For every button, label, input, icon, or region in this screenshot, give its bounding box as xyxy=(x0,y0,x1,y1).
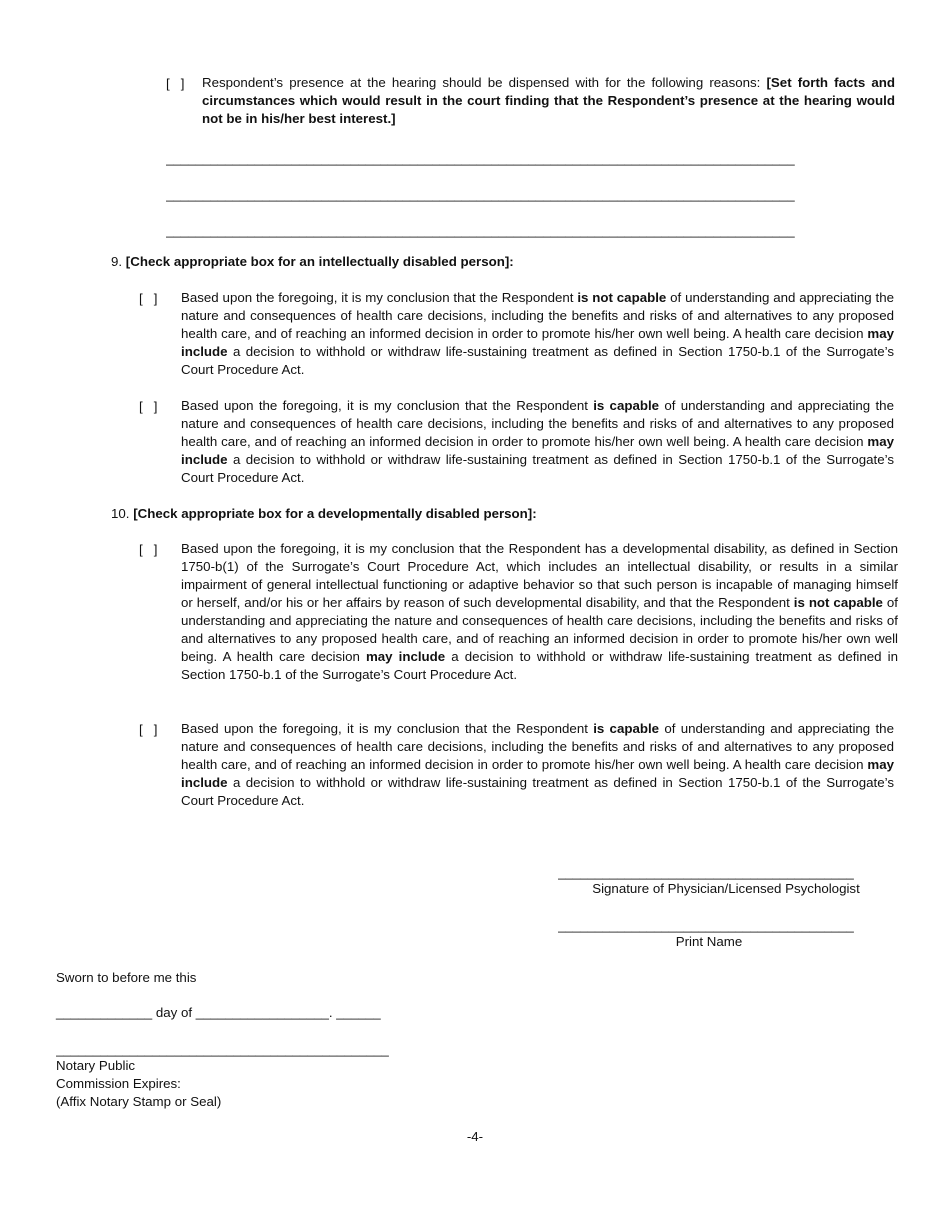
reason-line-2[interactable]: _____________________________________________________________________________________ xyxy=(166,188,795,202)
notary-public-label: Notary Public xyxy=(56,1058,136,1073)
dispense-presence-instruction: [Set forth facts and circumstances which would result in the court finding that the Respondent’s presence at the hearing would not be in his/her best interest.] xyxy=(202,75,895,126)
text-part: of understanding and appreciating the nature and consequences of health care decisions, including the benefits and risks of and alternatives to any proposed health care, and of reaching an informed decision in order to promote his/her own well being. A health care decision xyxy=(181,721,894,772)
signature-line[interactable]: ________________________________________ xyxy=(558,866,854,880)
print-name-line[interactable]: ________________________________________ xyxy=(558,919,854,933)
section-9-instruction: [Check appropriate box for an intellectually disabled person]: xyxy=(125,254,514,269)
checkbox-9-capable[interactable]: [ ] xyxy=(139,399,158,414)
checkbox-10-capable[interactable]: [ ] xyxy=(139,722,158,737)
emphasis-not-capable: is not capable xyxy=(793,595,883,610)
signature-label: Signature of Physician/Licensed Psychologist xyxy=(592,881,860,896)
section-10-heading xyxy=(111,506,537,521)
year-blank[interactable]: ______ xyxy=(336,1005,381,1020)
checkbox-9-not-capable[interactable]: [ ] xyxy=(139,291,158,306)
commission-expires-label: Commission Expires: xyxy=(56,1076,181,1091)
dispense-presence-reason: Respondent’s presence at the hearing should be dispensed with for the following reasons: xyxy=(202,75,767,90)
dispense-presence-text xyxy=(202,74,895,128)
day-blank[interactable]: _____________ xyxy=(56,1005,153,1020)
sworn-text: Sworn to before me this xyxy=(56,970,197,985)
checkbox-dispense-presence[interactable]: [ ] xyxy=(166,76,185,91)
reason-line-1[interactable]: _____________________________________________________________________________________ xyxy=(166,152,795,166)
text-part: a decision to withhold or withdraw life-sustaining treatment as defined in Section 1750-b.1 of the Surrogate’s Court Procedure Act. xyxy=(181,775,894,808)
emphasis-may-include: may include xyxy=(181,434,894,467)
page-number: -4- xyxy=(466,1129,484,1144)
notary-seal-label: (Affix Notary Stamp or Seal) xyxy=(56,1094,222,1109)
text-part: of understanding and appreciating the nature and consequences of health care decisions, including the benefits and risks of and alternatives to any proposed health care, and of reaching an informed decision in order to promote his/her own well being. A health care decision xyxy=(181,595,898,664)
emphasis-may-include: may include xyxy=(365,649,446,664)
text-part: a decision to withhold or withdraw life-sustaining treatment as defined in Section 1750-b.1 of the Surrogate’s Court Procedure Act. xyxy=(181,452,894,485)
text-part: of understanding and appreciating the nature and consequences of health care decisions, including the benefits and risks of and alternatives to any proposed health care, and of reaching an informed decision in order to promote his/her own well being. A health care decision xyxy=(181,290,894,341)
text-part: Based upon the foregoing, it is my conclusion that the Respondent has a developmental disability, as defined in Section 1750-b(1) of the Surrogate’s Court Procedure Act, which includes an intellectual disability, or results in a similar impairment of general intellectual functioning or adaptive behavior so that such person is incapable of managing himself or herself, and/or his or her affairs by reason of such developmental disability, and that the Respondent xyxy=(181,541,898,610)
section-9-option-capable xyxy=(181,397,894,487)
emphasis-capable: is capable xyxy=(593,398,660,413)
notary-signature-line[interactable]: _____________________________________________ xyxy=(56,1043,389,1057)
section-10-option-capable xyxy=(181,720,894,810)
month-blank[interactable]: __________________ xyxy=(195,1005,329,1020)
text-part: Based upon the foregoing, it is my conclusion that the Respondent xyxy=(181,290,578,305)
day-of-text: day of xyxy=(152,1005,196,1020)
section-9-number: 9. xyxy=(111,254,123,269)
text-part: of understanding and appreciating the nature and consequences of health care decisions, including the benefits and risks of and alternatives to any proposed health care, and of reaching an informed decision in order to promote his/her own well being. A health care decision xyxy=(181,398,894,449)
emphasis-may-include: may include xyxy=(181,757,894,790)
text-part: a decision to withhold or withdraw life-sustaining treatment as defined in Section 1750-b.1 of the Surrogate’s Court Procedure Act. xyxy=(181,344,894,377)
section-9-heading xyxy=(111,254,514,269)
print-name-label: Print Name xyxy=(675,934,743,949)
text-part: a decision to withhold or withdraw life-sustaining treatment as defined in Section 1750-b.1 of the Surrogate’s Court Procedure Act. xyxy=(181,649,898,682)
checkbox-10-not-capable[interactable]: [ ] xyxy=(139,542,158,557)
section-9-option-not-capable xyxy=(181,289,894,379)
section-10-instruction: [Check appropriate box for a developmentally disabled person]: xyxy=(133,506,537,521)
emphasis-not-capable: is not capable xyxy=(577,290,667,305)
emphasis-may-include: may include xyxy=(181,326,894,359)
date-separator: . xyxy=(328,1005,337,1020)
section-10-option-not-capable xyxy=(181,540,898,684)
reason-line-3[interactable]: _____________________________________________________________________________________ xyxy=(166,224,795,238)
text-part: Based upon the foregoing, it is my conclusion that the Respondent xyxy=(181,398,594,413)
text-part: Based upon the foregoing, it is my conclusion that the Respondent xyxy=(181,721,594,736)
date-line xyxy=(56,1005,381,1020)
emphasis-capable: is capable xyxy=(593,721,660,736)
section-10-number: 10. xyxy=(111,506,130,521)
